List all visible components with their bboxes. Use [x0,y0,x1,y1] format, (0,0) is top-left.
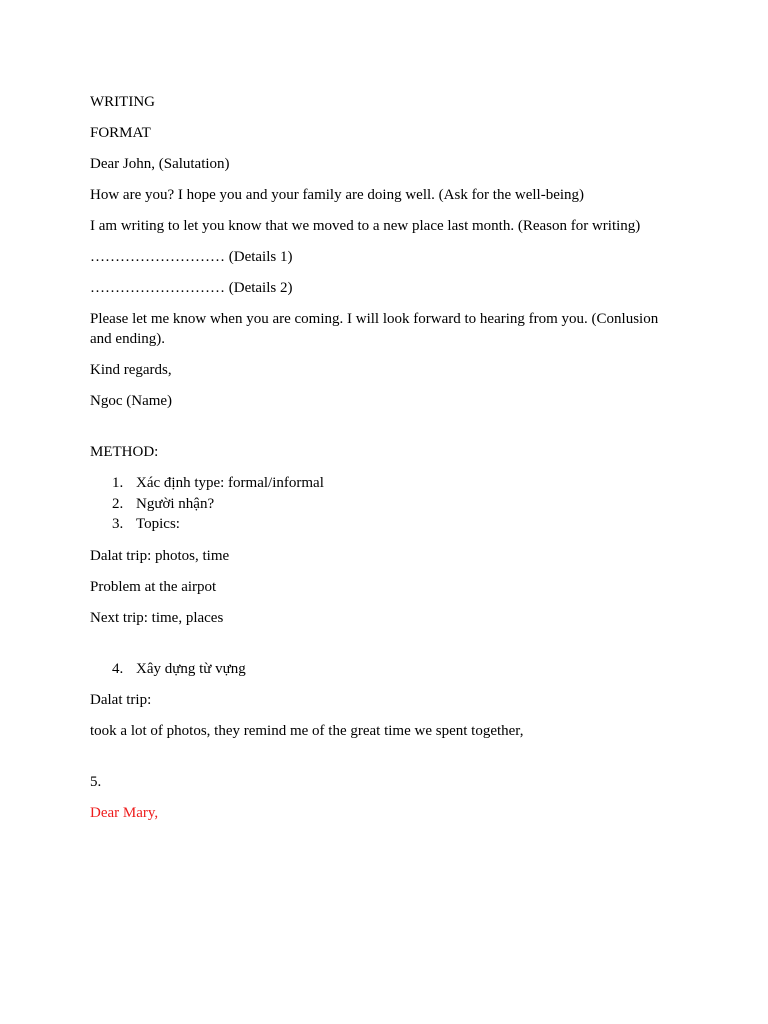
topic-line: Next trip: time, places [90,609,224,626]
details-1-line: ……………………… (Details 1) [90,249,293,265]
topic-line: Dalat trip: photos, time [90,547,230,564]
step-5-number: 5. [90,774,102,790]
list-number: 4. [112,660,124,677]
list-item-text: Xác định type: formal/informal [136,475,324,491]
closing-line: Kind regards, [90,362,172,378]
list-item [90,659,680,680]
list-item [90,514,680,535]
list-item-text: Người nhận? [136,495,215,512]
name-line: Ngoc (Name) [90,393,173,409]
draft-salutation: Dear Mary, [90,805,159,821]
method-steps-list [90,473,680,535]
document-page [90,92,680,834]
list-item-text: Xây dựng từ vựng [136,660,246,677]
list-item-text: Topics: [136,516,180,532]
details-2-line: ……………………… (Details 2) [90,280,293,296]
list-number: 1. [112,475,124,491]
blank-line [90,752,680,772]
heading-method: METHOD: [90,444,159,460]
list-item [90,494,680,515]
vocab-heading: Dalat trip: [90,692,152,708]
reason-line: I am writing to let you know that we moved to a new place last month. (Reason for writing) [90,218,641,234]
wellbeing-line: How are you? I hope you and your family are doing well. (Ask for the well-being) [90,187,585,203]
list-number: 3. [112,516,124,532]
blank-line [90,639,680,659]
conclusion-line: Please let me know when you are coming. I will look forward to hearing from you. (Conlusion and ending). [90,311,659,347]
heading-writing: WRITING [90,94,155,110]
blank-line [90,422,680,442]
list-item [90,473,680,494]
vocab-text: took a lot of photos, they remind me of the great time we spent together, [90,723,524,739]
method-step-4-list [90,659,680,680]
salutation-line: Dear John, (Salutation) [90,156,230,172]
list-number: 2. [112,495,124,512]
topic-line: Problem at the airpot [90,578,217,595]
heading-format: FORMAT [90,125,151,141]
